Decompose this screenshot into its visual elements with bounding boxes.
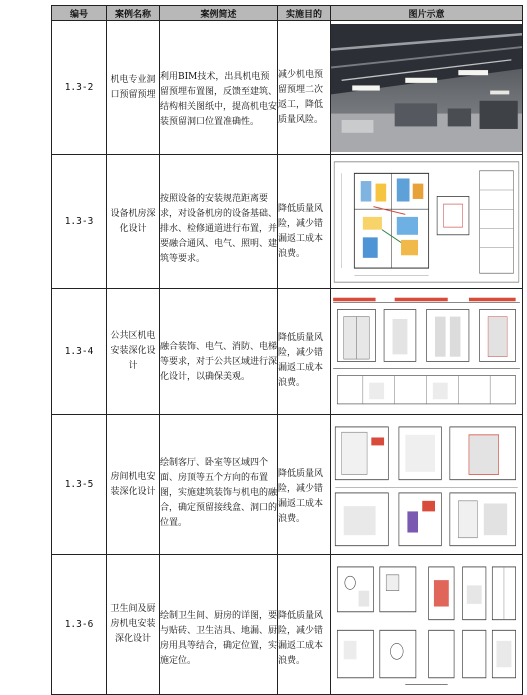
header-desc: 案例简述 (160, 6, 278, 21)
case-desc: 绘制卫生间、厨房的详图，要与贴砖、卫生洁具、地漏、厨房用具等结合，确定位置，实施定位。 (160, 555, 278, 695)
case-image-cell (331, 289, 523, 415)
case-desc: 利用BIM技术，出具机电预留预埋布置图，反馈至建筑、结构相关图纸中，提高机电安装预留洞口位置准确性。 (160, 21, 278, 155)
case-name: 房间机电安装深化设计 (107, 415, 160, 555)
header-name: 案例名称 (107, 6, 160, 21)
case-id: 1.3-6 (52, 555, 107, 695)
case-image-cell (331, 155, 523, 289)
table-row (52, 289, 523, 415)
header-purpose: 实施目的 (278, 6, 331, 21)
bathroom-kitchen-detail-drawing (331, 559, 522, 691)
case-image-cell (331, 555, 523, 695)
case-name: 卫生间及厨房机电安装深化设计 (107, 555, 160, 695)
case-table (51, 5, 523, 695)
case-purpose: 减少机电预留预埋二次返工，降低质量风险。 (278, 21, 331, 155)
case-id: 1.3-5 (52, 415, 107, 555)
case-name: 机电专业洞口预留预埋 (107, 21, 160, 155)
case-desc: 绘制客厅、卧室等区域四个面、房顶等五个方向的布置图，实施建筑装饰与机电的融合，确定预留接线盒、洞口的位置。 (160, 415, 278, 555)
case-id: 1.3-2 (52, 21, 107, 155)
table-row (52, 155, 523, 289)
case-image-cell (331, 21, 523, 155)
case-desc: 按照设备的安装规范距离要求，对设备机房的设备基础、排水、检修通道进行布置，并要融合通风、电气、照明、建筑等要求。 (160, 155, 278, 289)
header-id: 编号 (52, 6, 107, 21)
case-purpose: 降低质量风险，减少错漏返工成本浪费。 (278, 155, 331, 289)
case-image-cell (331, 415, 523, 555)
case-purpose: 降低质量风险，减少错漏返工成本浪费。 (278, 289, 331, 415)
case-name: 设备机房深化设计 (107, 155, 160, 289)
case-name: 公共区机电安装深化设计 (107, 289, 160, 415)
header-image: 图片示意 (331, 6, 523, 21)
room-elevation-drawing (331, 419, 522, 551)
case-id: 1.3-3 (52, 155, 107, 289)
table-header-row (52, 6, 523, 21)
table-row (52, 21, 523, 155)
public-area-elevation-drawing (331, 293, 522, 411)
case-purpose: 降低质量风险，减少错漏返工成本浪费。 (278, 555, 331, 695)
table-row (52, 415, 523, 555)
ceiling-photo-image (331, 24, 522, 152)
table-row (52, 555, 523, 695)
equipment-room-plan-drawing (331, 158, 522, 286)
case-purpose: 降低质量风险，减少错漏返工成本浪费。 (278, 415, 331, 555)
case-id: 1.3-4 (52, 289, 107, 415)
case-desc: 融合装饰、电气、消防、电梯等要求，对于公共区域进行深化设计，以确保美观。 (160, 289, 278, 415)
